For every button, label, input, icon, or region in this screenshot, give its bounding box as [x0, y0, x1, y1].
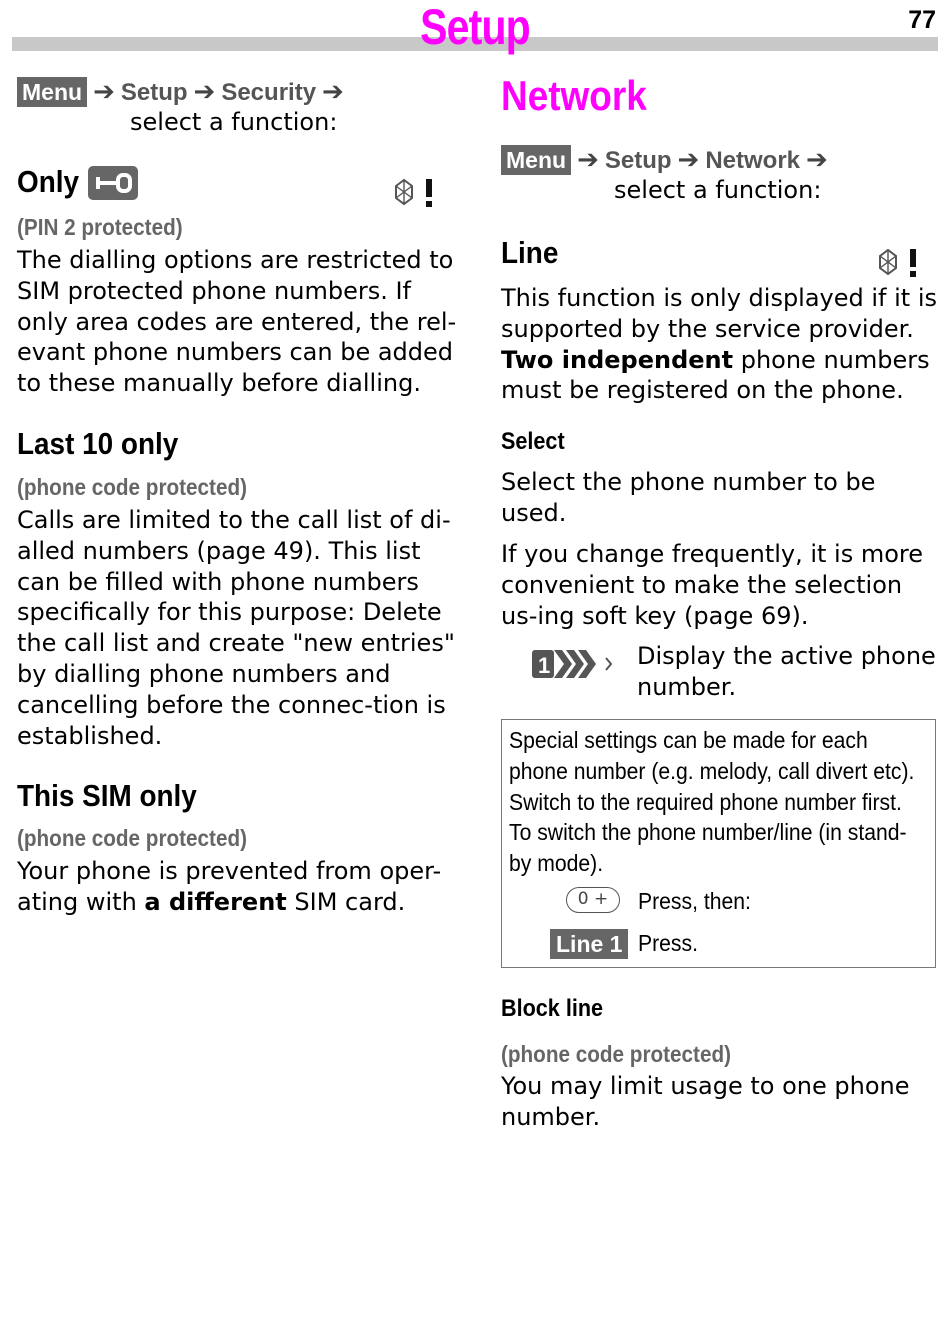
- note-line: Special settings can be made for each: [509, 727, 868, 753]
- section-thissim-heading: This SIM only: [17, 778, 197, 813]
- section-select-body2: If you change frequently, it is more convenient to make the selection us-ing soft key (page 69).: [501, 540, 924, 630]
- nav-instruction: select a function:: [614, 176, 822, 204]
- arrow-icon: ➔: [193, 77, 216, 107]
- protection-label: (phone code protected): [17, 474, 248, 500]
- section-block-heading: Block line: [501, 995, 604, 1022]
- note-line: phone number (e.g. melody, call divert etc).: [509, 757, 915, 784]
- body-bold: Two independent: [501, 345, 734, 374]
- section-thissim-body: [17, 856, 457, 918]
- sim-warning-icon: [390, 176, 438, 212]
- section-line-body: [501, 283, 941, 406]
- nav-item-security: Security: [221, 79, 317, 106]
- section-select-heading: Select: [501, 428, 565, 455]
- section-last10-heading: Last 10 only: [17, 426, 179, 461]
- svg-text:1: 1: [538, 653, 551, 678]
- line1-softkey: Line 1: [550, 929, 628, 959]
- menu-key: Menu: [17, 77, 87, 107]
- section-only-body: The dialling options are restricted to SIM protected phone numbers. If only area codes are entered, the rel-evant phone numbers can be added to these manually before dialling.: [17, 246, 457, 398]
- note-text-block: [509, 725, 950, 879]
- nav-item-setup: Setup: [604, 147, 672, 174]
- protection-label: (PIN 2 protected): [17, 214, 183, 240]
- nav-path: [17, 77, 350, 107]
- section-title-network: Network: [501, 72, 647, 119]
- section-block-body: You may limit usage to one phone number.: [501, 1072, 910, 1131]
- sim-warning-icon: [874, 246, 922, 282]
- nav-item-network: Network: [705, 147, 801, 174]
- body-text: phone numbers must be registered on the phone.: [501, 345, 930, 405]
- page-number: 77: [908, 6, 936, 34]
- body-text: SIM card.: [286, 887, 406, 916]
- zero-plus-key-icon: 0 +: [566, 887, 620, 913]
- note-box: [501, 719, 936, 968]
- note-line: To switch the phone number/line (in stand-: [509, 819, 907, 846]
- arrow-icon: ➔: [806, 145, 828, 175]
- fdn-key-icon: [88, 166, 138, 200]
- arrow-icon: ➔: [322, 77, 344, 107]
- softkey-description: Display the active phone number.: [637, 642, 936, 701]
- nav-item-setup: Setup: [120, 79, 188, 106]
- section-select-body1: Select the phone number to be used.: [501, 468, 876, 527]
- body-text: Your phone is prevented from oper-ating with: [17, 857, 442, 916]
- section-line-heading: Line: [501, 235, 559, 270]
- nav-instruction: select a function:: [130, 108, 338, 136]
- softkey-navigation-icon: [532, 648, 618, 684]
- note-line: by mode).: [509, 850, 604, 877]
- section-only-heading: [17, 164, 86, 200]
- protection-label: (phone code protected): [17, 825, 248, 851]
- note-step: Press.: [638, 930, 698, 956]
- note-line: Switch to the required phone number first.: [509, 788, 902, 815]
- page-title: Setup: [420, 0, 530, 55]
- protection-label: (phone code protected): [501, 1041, 732, 1067]
- body-bold: a different: [144, 887, 287, 916]
- arrow-icon: ➔: [93, 77, 115, 107]
- nav-path: [501, 145, 834, 175]
- body-text: This function is only displayed if it is supported by the service provider.: [501, 284, 938, 343]
- note-step: Press, then:: [638, 888, 751, 914]
- arrow-icon: ➔: [577, 145, 599, 175]
- menu-key: Menu: [501, 145, 571, 175]
- heading-text: Only: [17, 164, 80, 199]
- arrow-icon: ➔: [677, 145, 700, 175]
- section-last10-body: Calls are limited to the call list of di-alled numbers (page 49). This list can be filled with phone numbers specifically for this purpose: Delete the call list and create "new entries" by dialling phone numbers and cancelling before the connec-tion is established.: [17, 506, 455, 750]
